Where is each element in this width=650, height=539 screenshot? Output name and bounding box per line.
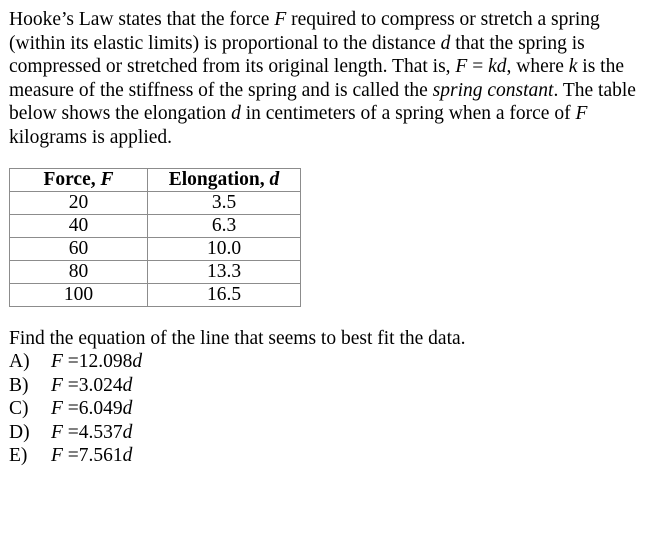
problem-intro <box>9 8 645 150</box>
intro-text: measure of the stiffness of the spring and is called the <box>9 79 433 101</box>
intro-text: required to compress or stretch a spring <box>286 9 600 30</box>
cell-elongation: 3.5 <box>148 192 301 215</box>
variable-k: k <box>568 56 578 78</box>
choice-c[interactable] <box>9 397 142 421</box>
choice-coefficient: 6.049 <box>78 398 123 420</box>
choice-letter: C) <box>9 398 29 420</box>
force-elongation-table <box>9 168 301 307</box>
choice-d[interactable] <box>9 421 142 445</box>
choice-operator: = <box>62 445 79 467</box>
choice-variable: d <box>132 351 143 372</box>
table-row <box>10 192 301 215</box>
table-row <box>10 284 301 307</box>
cell-elongation: 6.3 <box>148 215 301 238</box>
term-spring-constant: spring constant <box>432 79 554 101</box>
choice-variable: d <box>122 374 133 396</box>
choice-e[interactable] <box>9 444 142 468</box>
variable-f: F <box>575 103 588 125</box>
choice-a[interactable] <box>9 350 142 374</box>
choice-lhs: F <box>51 445 63 467</box>
choice-letter: A) <box>9 351 30 372</box>
equation-rhs: kd <box>488 56 507 78</box>
intro-text: Hooke’s Law states that the force <box>9 9 275 30</box>
intro-line-3 <box>9 55 645 79</box>
choice-lhs: F <box>51 421 63 443</box>
choice-b[interactable] <box>9 374 142 398</box>
intro-text: compressed or stretched from its original length. That is, <box>9 56 456 78</box>
question-prompt: Find the equation of the line that seems to best fit the data. <box>9 328 466 349</box>
cell-elongation: 10.0 <box>148 238 301 261</box>
cell-force: 80 <box>10 261 148 284</box>
intro-line-5 <box>9 102 645 126</box>
choice-operator: = <box>62 421 79 443</box>
variable-f: F <box>274 9 287 30</box>
equation-lhs: F <box>455 56 468 78</box>
equation-operator: = <box>467 56 489 78</box>
choice-coefficient: 3.024 <box>78 374 123 396</box>
cell-elongation: 16.5 <box>148 284 301 307</box>
variable-d: d <box>440 32 451 54</box>
intro-line-2 <box>9 32 645 56</box>
header-force <box>10 169 148 192</box>
choice-lhs: F <box>51 351 63 372</box>
cell-force: 20 <box>10 192 148 215</box>
header-force-variable: F <box>100 169 114 190</box>
intro-text: (within its elastic limits) is proportional to the distance <box>9 32 441 54</box>
header-elongation-label: Elongation, <box>168 169 270 190</box>
table-row <box>10 215 301 238</box>
header-elongation <box>148 169 301 192</box>
choice-lhs: F <box>51 398 63 420</box>
intro-text: below shows the elongation <box>9 103 232 125</box>
header-force-label: Force, <box>43 169 101 190</box>
choice-operator: = <box>62 398 79 420</box>
choice-coefficient: 7.561 <box>78 445 123 467</box>
choice-variable: d <box>122 421 133 443</box>
table-row <box>10 238 301 261</box>
choice-variable: d <box>122 445 133 467</box>
table-row <box>10 261 301 284</box>
choice-letter: B) <box>9 374 29 396</box>
intro-text: that the spring is <box>450 32 585 54</box>
choice-lhs: F <box>51 374 63 396</box>
answer-choices <box>9 350 142 468</box>
intro-text: is the <box>577 56 625 78</box>
choice-letter: E) <box>9 445 28 467</box>
variable-d: d <box>231 103 241 125</box>
choice-operator: = <box>62 374 79 396</box>
intro-line-4 <box>9 79 645 103</box>
header-elongation-variable: d <box>269 169 280 190</box>
cell-force: 100 <box>10 284 148 307</box>
choice-operator: = <box>62 351 79 372</box>
intro-text: , where <box>506 56 569 78</box>
intro-text: . The table <box>553 79 636 101</box>
cell-force: 40 <box>10 215 148 238</box>
choice-coefficient: 12.098 <box>78 351 133 372</box>
choice-letter: D) <box>9 421 30 443</box>
cell-elongation: 13.3 <box>148 261 301 284</box>
choice-variable: d <box>122 398 133 420</box>
intro-line-1 <box>9 8 645 32</box>
intro-text: in centimeters of a spring when a force of <box>240 103 576 125</box>
table-header-row <box>10 169 301 192</box>
cell-force: 60 <box>10 238 148 261</box>
choice-coefficient: 4.537 <box>78 421 123 443</box>
intro-line-6: kilograms is applied. <box>9 126 173 148</box>
